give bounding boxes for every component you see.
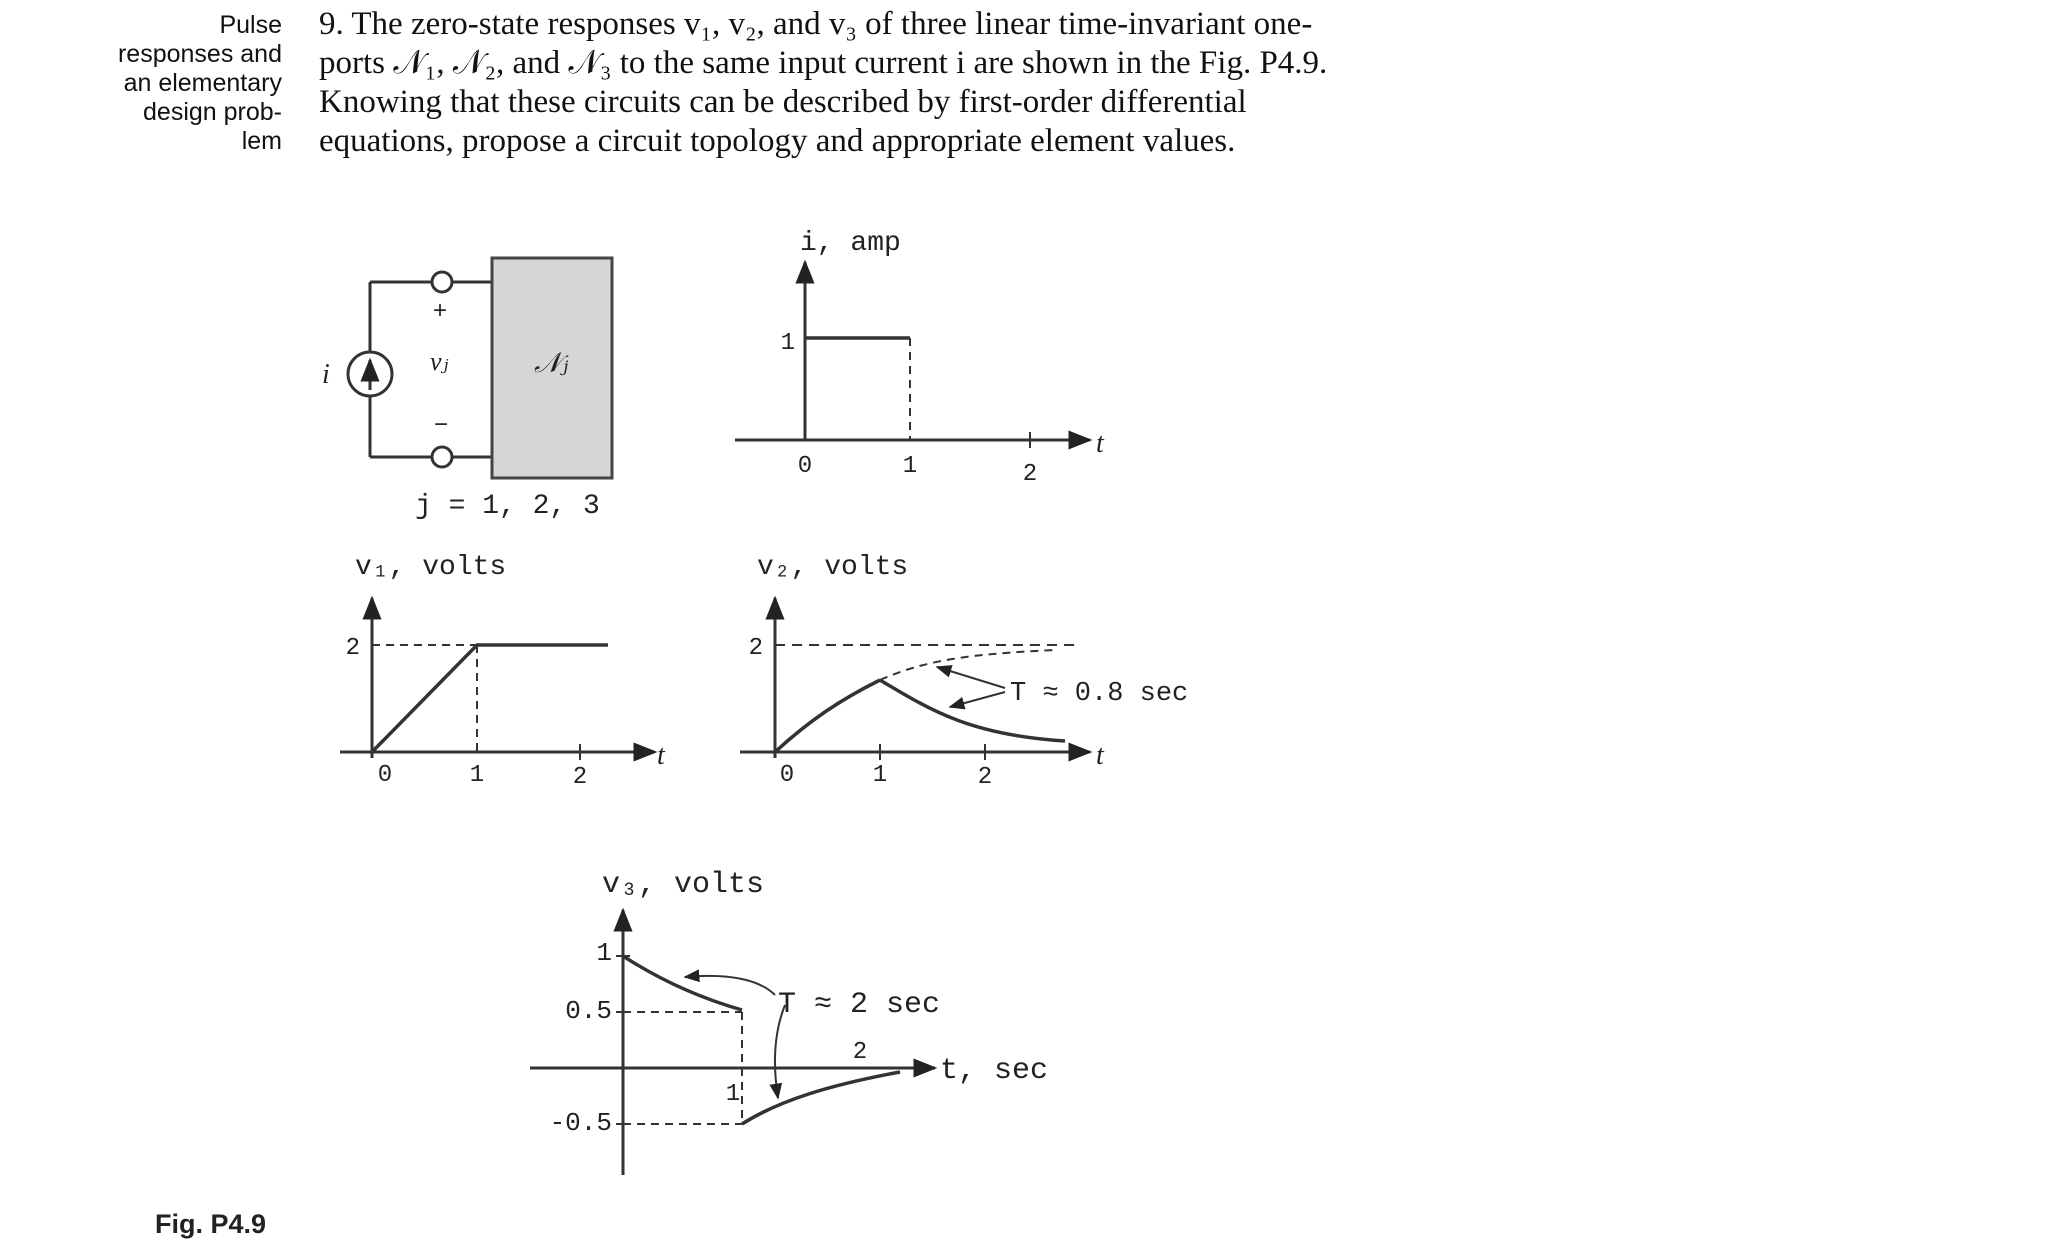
- v1-x-axis-label: t: [657, 740, 665, 771]
- v3-y-tick-label: 0.5: [565, 996, 612, 1026]
- v3-y-tick-label: 1: [596, 938, 612, 968]
- v2-annotation-arrow-down: [950, 692, 1005, 707]
- v3-annotation-arrow-up: [685, 976, 775, 995]
- problem-line: Knowing that these circuits can be described by first-order differential: [319, 84, 1247, 120]
- v1-x-tick-label: 2: [572, 764, 588, 791]
- terminal-top: [432, 272, 452, 292]
- v3-chart-title: v₃, volts: [602, 868, 765, 902]
- chart-v1: [340, 552, 666, 791]
- chart-v3: [530, 868, 1048, 1175]
- v3-x-tick-label: 2: [852, 1039, 868, 1066]
- i-x-tick-label: 0: [797, 453, 813, 480]
- figure-caption: Fig. P4.9: [155, 1209, 267, 1239]
- v1-chart-title: v₁, volts: [355, 552, 507, 583]
- one-port-label: 𝒩ⱼ: [534, 348, 569, 379]
- problem-line: ports 𝒩₁, 𝒩₂, and 𝒩₃ to the same input current i are shown in the Fig. P4.9.: [319, 45, 1328, 81]
- margin-note-line: design prob-: [143, 98, 282, 126]
- v1-curve: [372, 645, 608, 752]
- v3-x-tick-label: 1: [725, 1081, 741, 1108]
- i-y-tick-label: 1: [780, 330, 795, 357]
- v2-annotation: T ≈ 0.8 sec: [1010, 679, 1189, 709]
- i-x-tick-label: 2: [1022, 461, 1038, 488]
- v1-x-tick-label: 0: [377, 762, 393, 789]
- margin-note-line: Pulse: [219, 11, 282, 39]
- margin-note-line: an elementary: [123, 69, 282, 97]
- margin-note-line: responses and: [117, 40, 282, 68]
- v3-x-axis-label: t, sec: [940, 1054, 1049, 1088]
- margin-note-line: lem: [241, 127, 282, 155]
- port-voltage-label: vⱼ: [430, 347, 449, 376]
- v1-x-tick-label: 1: [469, 762, 485, 789]
- v3-decay-curve: [623, 956, 742, 1010]
- v3-annotation: T ≈ 2 sec: [778, 988, 941, 1022]
- v2-x-tick-label: 0: [779, 762, 795, 789]
- i-x-axis-label: t: [1096, 428, 1104, 459]
- circuit-diagram: [348, 258, 612, 478]
- i-chart-title: i, amp: [800, 228, 901, 259]
- minus-sign: −: [434, 411, 449, 438]
- v2-x-tick-label: 2: [977, 764, 993, 791]
- v2-charging-curve: [775, 680, 880, 752]
- chart-v2: [740, 552, 1188, 791]
- terminal-bottom: [432, 447, 452, 467]
- v3-y-tick-label: -0.5: [549, 1108, 612, 1138]
- v1-y-tick-label: 2: [345, 635, 360, 662]
- v3-recovery-curve: [742, 1072, 900, 1124]
- v2-y-tick-label: 2: [748, 635, 763, 662]
- chart-input-current: [735, 228, 1105, 488]
- v2-chart-title: v₂, volts: [757, 552, 909, 583]
- index-note: j = 1, 2, 3: [415, 491, 600, 522]
- problem-line: equations, propose a circuit topology and appropriate element values.: [319, 123, 1236, 159]
- v2-x-tick-label: 1: [872, 762, 888, 789]
- v2-x-axis-label: t: [1096, 740, 1104, 771]
- problem-line: 9. The zero-state responses v₁, v₂, and v₃ of three linear time-invariant one-: [319, 6, 1313, 42]
- source-label: i: [322, 359, 330, 390]
- plus-sign: +: [433, 297, 448, 324]
- i-x-tick-label: 1: [902, 453, 918, 480]
- v2-annotation-arrow-up: [937, 667, 1005, 688]
